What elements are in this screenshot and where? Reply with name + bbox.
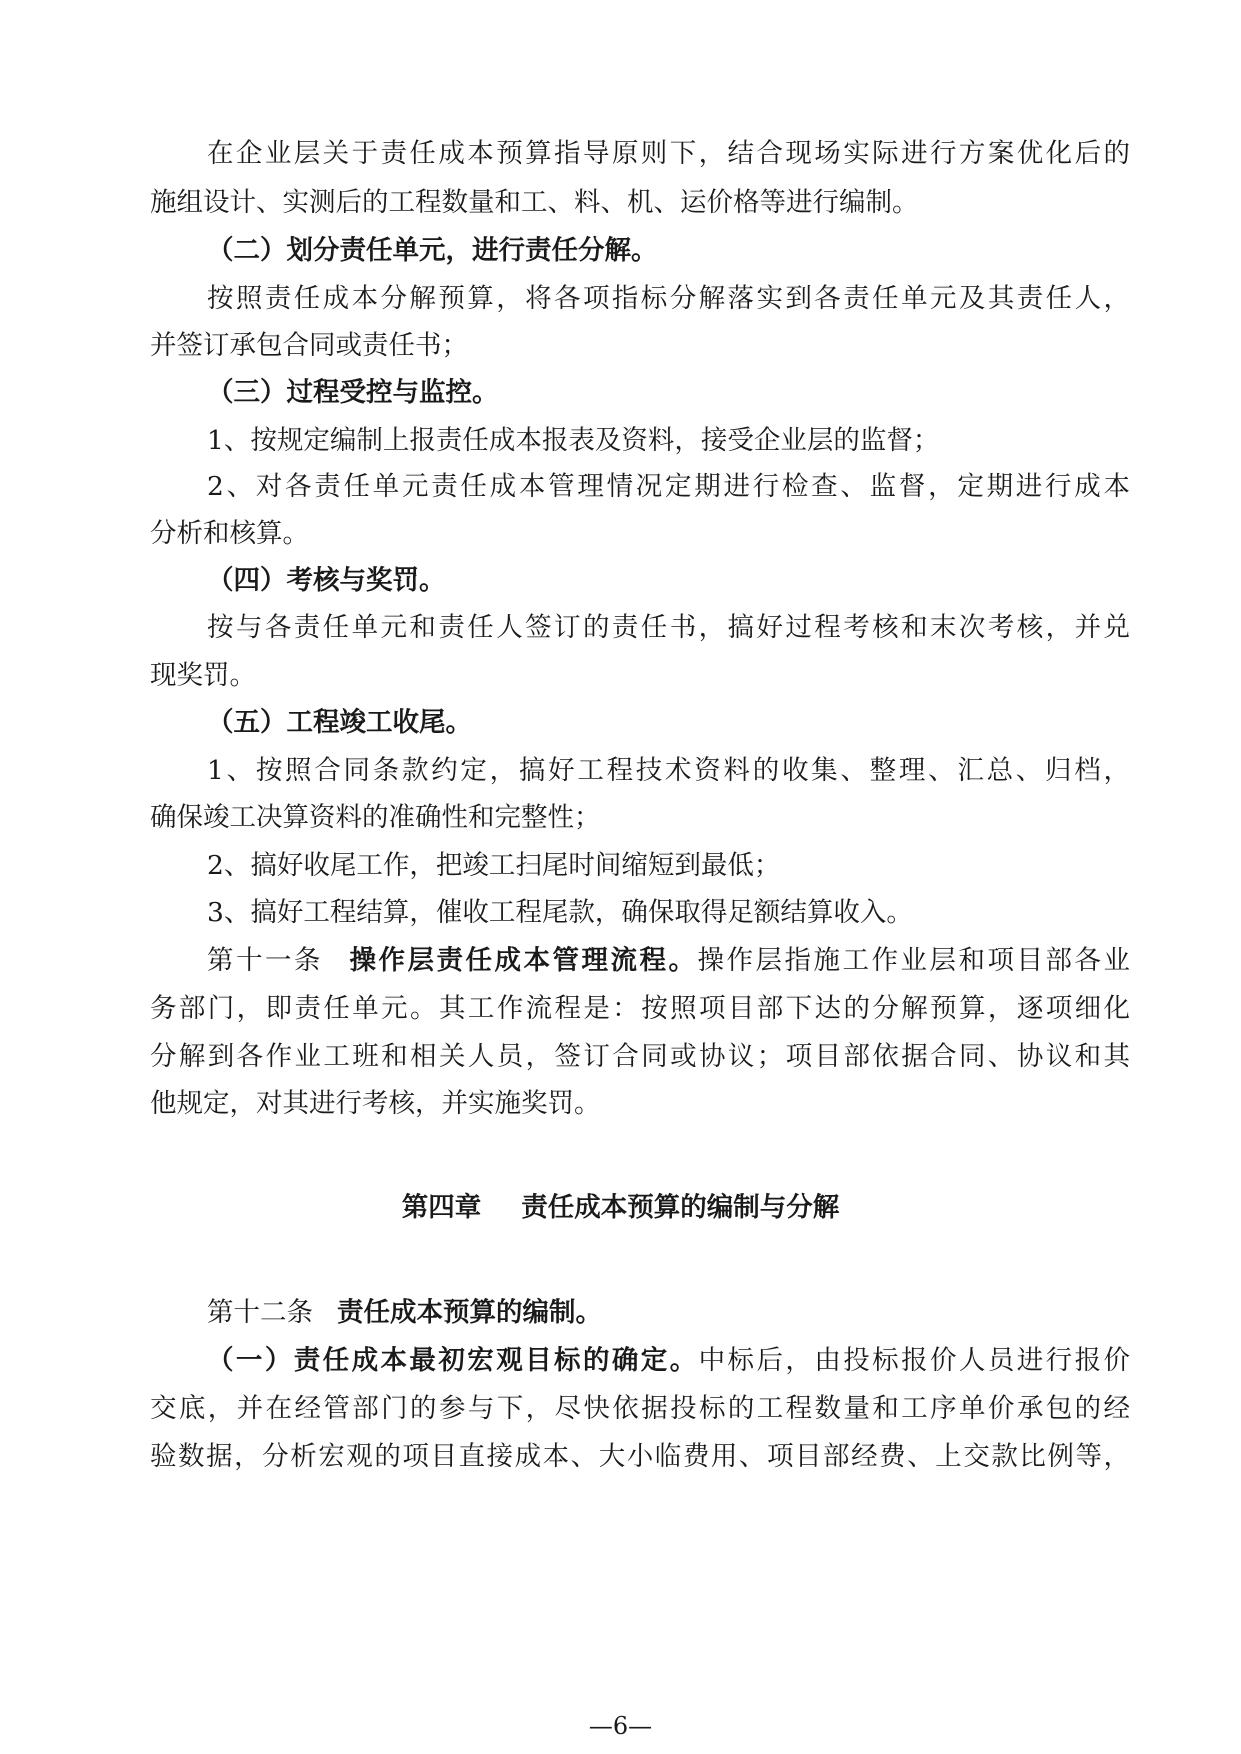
chapter-heading xyxy=(0,1188,1241,1228)
paragraph-line: 他规定，对其进行考核，并实施奖罚。 xyxy=(150,1088,601,1119)
paragraph-line xyxy=(207,1341,1130,1381)
paragraph-line: 2、搞好收尾工作，把竣工扫尾时间缩短到最低； xyxy=(207,850,781,881)
paragraph-line: 1、按照合同条款约定，搞好工程技术资料的收集、整理、汇总、归档， xyxy=(207,755,1130,786)
section-heading: （三）过程受控与监控。 xyxy=(207,377,499,408)
paragraph-line: 1、按规定编制上报责任成本报表及资料，接受企业层的监督； xyxy=(207,425,940,456)
article-title: 操作层责任成本管理流程。 xyxy=(347,945,698,976)
subsection-title: （一）责任成本最初宏观目标的确定。 xyxy=(207,1345,699,1376)
section-heading: （五）工程竣工收尾。 xyxy=(207,707,472,738)
article-line xyxy=(207,941,1130,981)
article-title: 责任成本预算的编制。 xyxy=(337,1297,602,1328)
paragraph-line: 现奖罚。 xyxy=(150,660,256,691)
page-number: —6— xyxy=(588,1712,653,1740)
article-number: 第十二条 xyxy=(207,1297,313,1328)
article-line xyxy=(207,1293,1130,1333)
paragraph-line: 并签订承包合同或责任书； xyxy=(150,330,468,361)
section-heading: （二）划分责任单元，进行责任分解。 xyxy=(207,235,658,266)
section-heading: （四）考核与奖罚。 xyxy=(207,565,446,596)
paragraph-line: 分析和核算。 xyxy=(150,518,309,549)
paragraph-line: 交底，并在经管部门的参与下，尽快依据投标的工程数量和工序单价承包的经 xyxy=(150,1393,1130,1424)
article-number: 第十一条 xyxy=(207,945,323,976)
paragraph-line: 2、对各责任单元责任成本管理情况定期进行检查、监督，定期进行成本 xyxy=(207,471,1130,502)
paragraph-line: 确保竣工决算资料的准确性和完整性； xyxy=(150,802,601,833)
paragraph-line: 3、搞好工程结算，催收工程尾款，确保取得足额结算收入。 xyxy=(207,897,913,928)
chapter-number: 第四章 xyxy=(401,1192,482,1223)
paragraph-line: 务部门，即责任单元。其工作流程是：按照项目部下达的分解预算，逐项细化 xyxy=(150,993,1130,1024)
paragraph-line: 按照责任成本分解预算，将各项指标分解落实到各责任单元及其责任人， xyxy=(207,283,1130,314)
paragraph-line: 验数据，分析宏观的项目直接成本、大小临费用、项目部经费、上交款比例等， xyxy=(150,1441,1130,1472)
subsection-text: 中标后，由投标报价人员进行报价 xyxy=(698,1345,1131,1376)
paragraph-line: 在企业层关于责任成本预算指导原则下，结合现场实际进行方案优化后的 xyxy=(207,138,1130,169)
paragraph-line: 按与各责任单元和责任人签订的责任书，搞好过程考核和末次考核，并兑 xyxy=(207,612,1130,643)
paragraph-line: 分解到各作业工班和相关人员，签订合同或协议；项目部依据合同、协议和其 xyxy=(150,1041,1130,1072)
chapter-title: 责任成本预算的编制与分解 xyxy=(521,1192,840,1223)
paragraph-line: 施组设计、实测后的工程数量和工、料、机、运价格等进行编制。 xyxy=(150,187,919,218)
article-text: 操作层指施工作业层和项目部各业 xyxy=(697,945,1130,976)
